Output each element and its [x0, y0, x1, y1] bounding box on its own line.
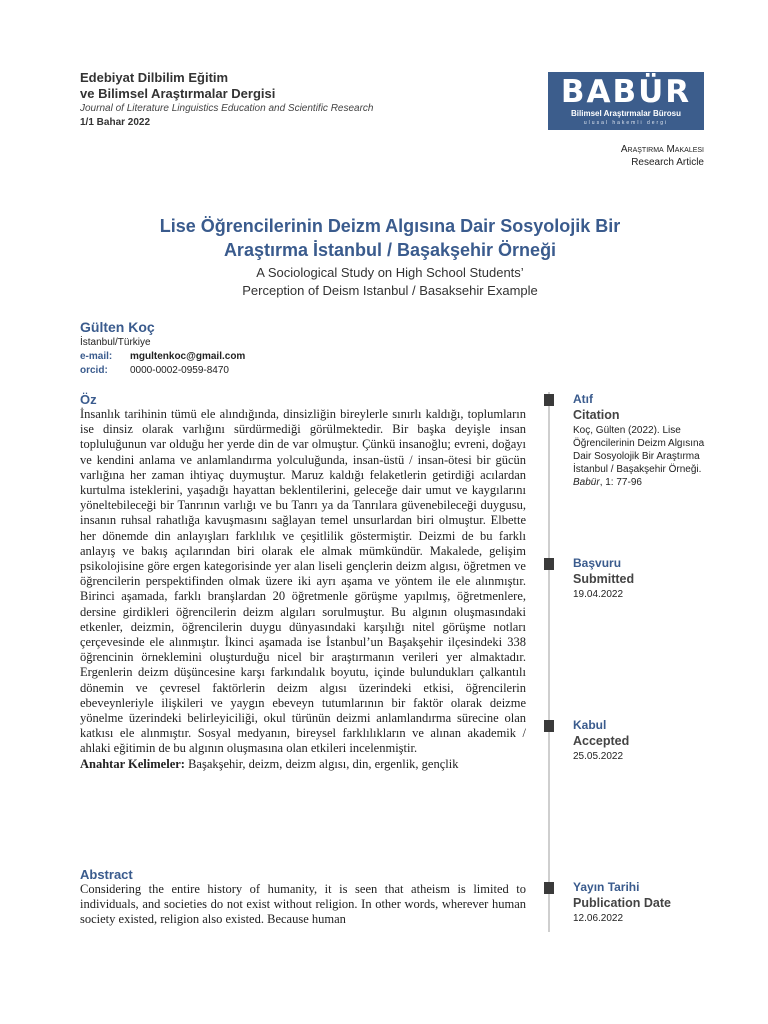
citation-journal: Babür [573, 477, 600, 488]
oz-heading: Öz [80, 392, 97, 407]
author-orcid[interactable]: 0000-0002-0959-8470 [130, 365, 229, 376]
title-english-line1: A Sociological Study on High School Students’ [256, 265, 524, 280]
accepted-english: Accepted [573, 734, 630, 748]
publication-block [548, 880, 708, 925]
submitted-block [548, 556, 708, 601]
bullet-marker [544, 394, 554, 406]
author-email[interactable]: mgultenkoc@gmail.com [130, 351, 246, 362]
bullet-marker [544, 720, 554, 732]
article-type-turkish: Araştırma Makalesi [620, 144, 704, 155]
email-label: e-mail: [80, 351, 113, 362]
bullet-marker [544, 558, 554, 570]
oz-keywords [80, 757, 526, 772]
publication-turkish: Yayın Tarihi [573, 880, 640, 894]
author-name: Gülten Koç [80, 319, 155, 335]
title-english-line2: Perception of Deism Istanbul / Basaksehir Example [242, 283, 538, 298]
citation-block [548, 392, 708, 489]
abstract-text: Considering the entire history of humanity, it is seen that atheism is limited to individuals, and societies do not exist without religion. In other words, wherever human society existed, religion also existed. Because human [80, 882, 526, 927]
babur-logo [548, 72, 704, 130]
article-title [80, 214, 700, 300]
citation-text [573, 424, 708, 489]
oz-section [80, 392, 526, 772]
oz-text: İnsanlık tarihinin tümü ele alındığında, dinsizliğin bireylerle sınırlı kaldığı, toplumların ise dinsiz olarak varlığını sürdürmediği görülmektedir. Bir başka deyişle insan topluluğunun var olduğu her yerde din de var olmuştur. Çünkü insanoğlu; evreni, doğayı ve kendini anlama ve anlamlandırma yolculuğunda, insan-üstü / insan-ötesi bir gücün varlığına her zaman ihtiyaç duymuştur. Maruz kaldığı felaketlerin getirdiği acılardan kurtulma isteklerini, yaşadığı hayattan beklentilerini, geleceğe dair umut ve kaygılarını yöneltebileceği bir Tanrının varlığı ve bu Tanrı ya da Tanrılara güvenebileceği duygusu, insanın ruhsal rahatlığa kavuşmasını sağlayan temel unsurlardan biri olmuştur. Elbette her dönemde din anlayışları farklılık ve çeşitlilik göstermiştir. Deizmi de bu farklı anlayış ve bakış açılarından biri olarak ele almak mümkündür. Makalede, gelişim psikolojisine göre ergen kategorisinde yer alan liseli gençlerin deizm algısı, öğretmen ve öğrencilerin perspektifinden olmak üzere iki ayrı aşama ve yöntem ile ele alınmıştır. Birinci aşamada, farklı branşlardan 20 öğretmenle görüşme yapılmış, öğretmenlere, dersine girdikleri öğrencilerin deizm algıları sorulmuştur. Bu algının oluşmasındaki etkenler, deizmin, öğrencilerin duygu dünyasındaki karşılığı nitel görüşme notları çerçevesinde ele alınmıştır. İkinci aşamada ise İstanbul’un Başakşehir ilçesindeki 338 öğrencinin örneklemini oluşturduğu nicel bir araştırmanın verileri yer almaktadır. Ergenlerin deizm düşüncesine karşı farkındalık boyutu, içinde bulundukları çalkantılı dönemin ve çevresel faktörlerin deizm algısı üzerindeki etkisi, öğrencilerin ebeveynleriyle ilişkileri ve yaygın ebeveyn tutumlarının bir faktör olarak deizme yönelme üzerindeki belirleyiciliği, okul türünün deizmi anlamlandırma sürecine olan katkısı ele alınmıştır. Sosyal medyanın, bireysel farklılıkların ve alınan akademik / ahlaki eğitimin de bu algının oluşmasına olan etkileri incelenmiştir. [80, 407, 526, 756]
article-type-english: Research Article [631, 157, 704, 168]
author-email-row [80, 350, 245, 364]
accepted-block [548, 718, 708, 763]
abstract-heading: Abstract [80, 867, 133, 882]
submitted-english: Submitted [573, 572, 635, 586]
journal-name-line1: Edebiyat Dilbilim Eğitim [80, 70, 229, 85]
orcid-label: orcid: [80, 365, 108, 376]
journal-issue: 1/1 Bahar 2022 [80, 117, 151, 128]
keywords-label: Anahtar Kelimeler: [80, 756, 185, 771]
article-sidebar [548, 392, 708, 932]
journal-name-line2: ve Bilimsel Araştırmalar Dergisi [80, 86, 276, 101]
journal-name-english: Journal of Literature Linguistics Education and Scientific Research [80, 103, 374, 114]
citation-body: Koç, Gülten (2022). Lise Öğrencilerinin Deizm Algısına Dair Sosyolojik Bir Araştırma İstanbul / Başakşehir Örneği. [573, 425, 705, 475]
author-block [80, 318, 245, 378]
abstract-section [80, 867, 526, 928]
author-orcid-row [80, 364, 245, 378]
logo-tagline: ulusal hakemli dergi [583, 120, 669, 126]
title-turkish-line1: Lise Öğrencilerinin Deizm Algısına Dair Sosyolojik Bir [159, 216, 621, 236]
citation-turkish: Atıf [573, 392, 593, 406]
keywords-value: Başakşehir, deizm, deizm algısı, din, ergenlik, gençlik [188, 756, 459, 771]
publication-date: 12.06.2022 [573, 913, 624, 924]
logo-subtitle: Bilimsel Araştırmalar Bürosu [571, 109, 681, 118]
logo-text: BABÜR [560, 74, 692, 110]
title-turkish-line2: Araştırma İstanbul / Başakşehir Örneği [223, 240, 557, 260]
submitted-turkish: Başvuru [573, 556, 622, 570]
submitted-date: 19.04.2022 [573, 589, 624, 600]
citation-pages: , 1: 77-96 [599, 477, 642, 488]
journal-header [80, 70, 500, 131]
article-type [621, 143, 704, 169]
citation-english: Citation [573, 408, 620, 422]
accepted-turkish: Kabul [573, 718, 607, 732]
bullet-marker [544, 882, 554, 894]
publication-english: Publication Date [573, 896, 671, 910]
accepted-date: 25.05.2022 [573, 751, 624, 762]
author-location: İstanbul/Türkiye [80, 337, 151, 348]
